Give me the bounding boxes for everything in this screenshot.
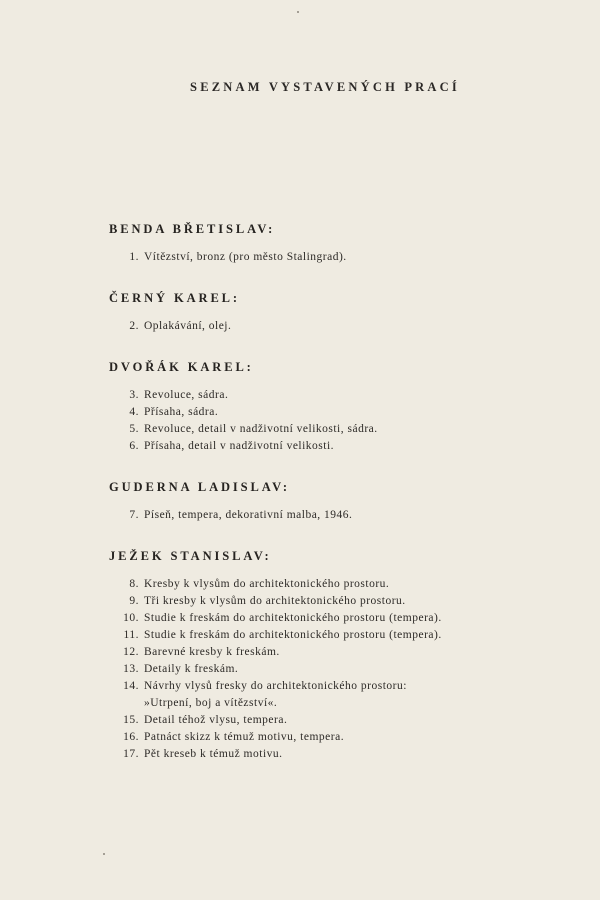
work-description — [144, 746, 283, 763]
work-number: 2. — [129, 320, 139, 332]
work-item — [109, 576, 589, 593]
work-item — [109, 387, 589, 404]
work-description — [144, 729, 344, 746]
work-number: 14. — [123, 680, 139, 692]
work-description — [144, 627, 442, 644]
work-item — [109, 610, 589, 627]
work-description-line: Detail téhož vlysu, tempera. — [144, 714, 288, 726]
artist-name: JEŽEK STANISLAV: — [109, 549, 272, 563]
work-description-line: Studie k freskám do architektonického prostoru (tempera). — [144, 612, 442, 624]
work-item — [109, 729, 589, 746]
work-description-line: Revoluce, sádra. — [144, 389, 229, 401]
work-item — [109, 678, 589, 712]
work-item — [109, 593, 589, 610]
work-item — [109, 712, 589, 729]
artist-name: BENDA BŘETISLAV: — [109, 222, 276, 236]
work-number: 10. — [123, 612, 139, 624]
work-item — [109, 438, 589, 455]
work-description-line: Revoluce, detail v nadživotní velikosti, sádra. — [144, 423, 378, 435]
work-description — [144, 507, 352, 524]
work-number: 9. — [129, 595, 139, 607]
works-list — [109, 318, 589, 335]
works-list — [109, 576, 589, 763]
work-number: 16. — [123, 731, 139, 743]
exhibit-list — [109, 221, 589, 787]
work-description — [144, 593, 406, 610]
work-description-line: Oplakávání, olej. — [144, 320, 232, 332]
work-number: 4. — [129, 406, 139, 418]
work-item — [109, 421, 589, 438]
work-number: 17. — [123, 748, 139, 760]
paper-speck — [103, 853, 105, 855]
artist-name: DVOŘÁK KAREL: — [109, 360, 254, 374]
work-item — [109, 644, 589, 661]
work-description-line: Tři kresby k vlysům do architektonického prostoru. — [144, 595, 406, 607]
work-description-line: Přísaha, detail v nadživotní velikosti. — [144, 440, 335, 452]
work-description-line: »Utrpení, boj a vítězství«. — [144, 697, 278, 709]
artist-section — [109, 221, 589, 266]
work-number: 1. — [129, 251, 139, 263]
artist-section — [109, 359, 589, 455]
work-description — [144, 678, 407, 712]
works-list — [109, 507, 589, 524]
work-number: 8. — [129, 578, 139, 590]
work-description-line: Detaily k freskám. — [144, 663, 239, 675]
work-description — [144, 661, 238, 678]
work-description — [144, 404, 218, 421]
work-description — [144, 576, 389, 593]
artist-section — [109, 290, 589, 335]
work-description-line: Patnáct skizz k témuž motivu, tempera. — [144, 731, 345, 743]
work-description-line: Kresby k vlysům do architektonického prostoru. — [144, 578, 390, 590]
artist-name: ČERNÝ KAREL: — [109, 291, 240, 305]
page-title: SEZNAM VYSTAVENÝCH PRACÍ — [190, 80, 460, 94]
work-description-line: Vítězství, bronz (pro město Stalingrad). — [144, 251, 347, 263]
work-number: 7. — [129, 509, 139, 521]
work-item — [109, 746, 589, 763]
work-description-line: Barevné kresby k freskám. — [144, 646, 280, 658]
paper-speck — [297, 11, 299, 13]
work-item — [109, 627, 589, 644]
work-item — [109, 318, 589, 335]
work-number: 5. — [129, 423, 139, 435]
work-description — [144, 249, 347, 266]
work-item — [109, 507, 589, 524]
works-list — [109, 249, 589, 266]
work-description-line: Studie k freskám do architektonického prostoru (tempera). — [144, 629, 442, 641]
work-description — [144, 318, 231, 335]
work-number: 11. — [123, 629, 139, 641]
work-number: 15. — [123, 714, 139, 726]
artist-section — [109, 548, 589, 763]
work-description — [144, 712, 287, 729]
work-description — [144, 438, 334, 455]
artist-section — [109, 479, 589, 524]
work-number: 3. — [129, 389, 139, 401]
work-number: 12. — [123, 646, 139, 658]
work-description-line: Návrhy vlysů fresky do architektonického prostoru: — [144, 680, 407, 692]
work-number: 13. — [123, 663, 139, 675]
work-description-line: Pět kreseb k témuž motivu. — [144, 748, 283, 760]
work-description — [144, 644, 280, 661]
work-description — [144, 387, 228, 404]
work-number: 6. — [129, 440, 139, 452]
work-description-line: Píseň, tempera, dekorativní malba, 1946. — [144, 509, 353, 521]
work-description — [144, 610, 442, 627]
work-description — [144, 421, 378, 438]
works-list — [109, 387, 589, 455]
work-item — [109, 661, 589, 678]
work-item — [109, 249, 589, 266]
artist-name: GUDERNA LADISLAV: — [109, 480, 290, 494]
work-item — [109, 404, 589, 421]
work-description-line: Přísaha, sádra. — [144, 406, 219, 418]
